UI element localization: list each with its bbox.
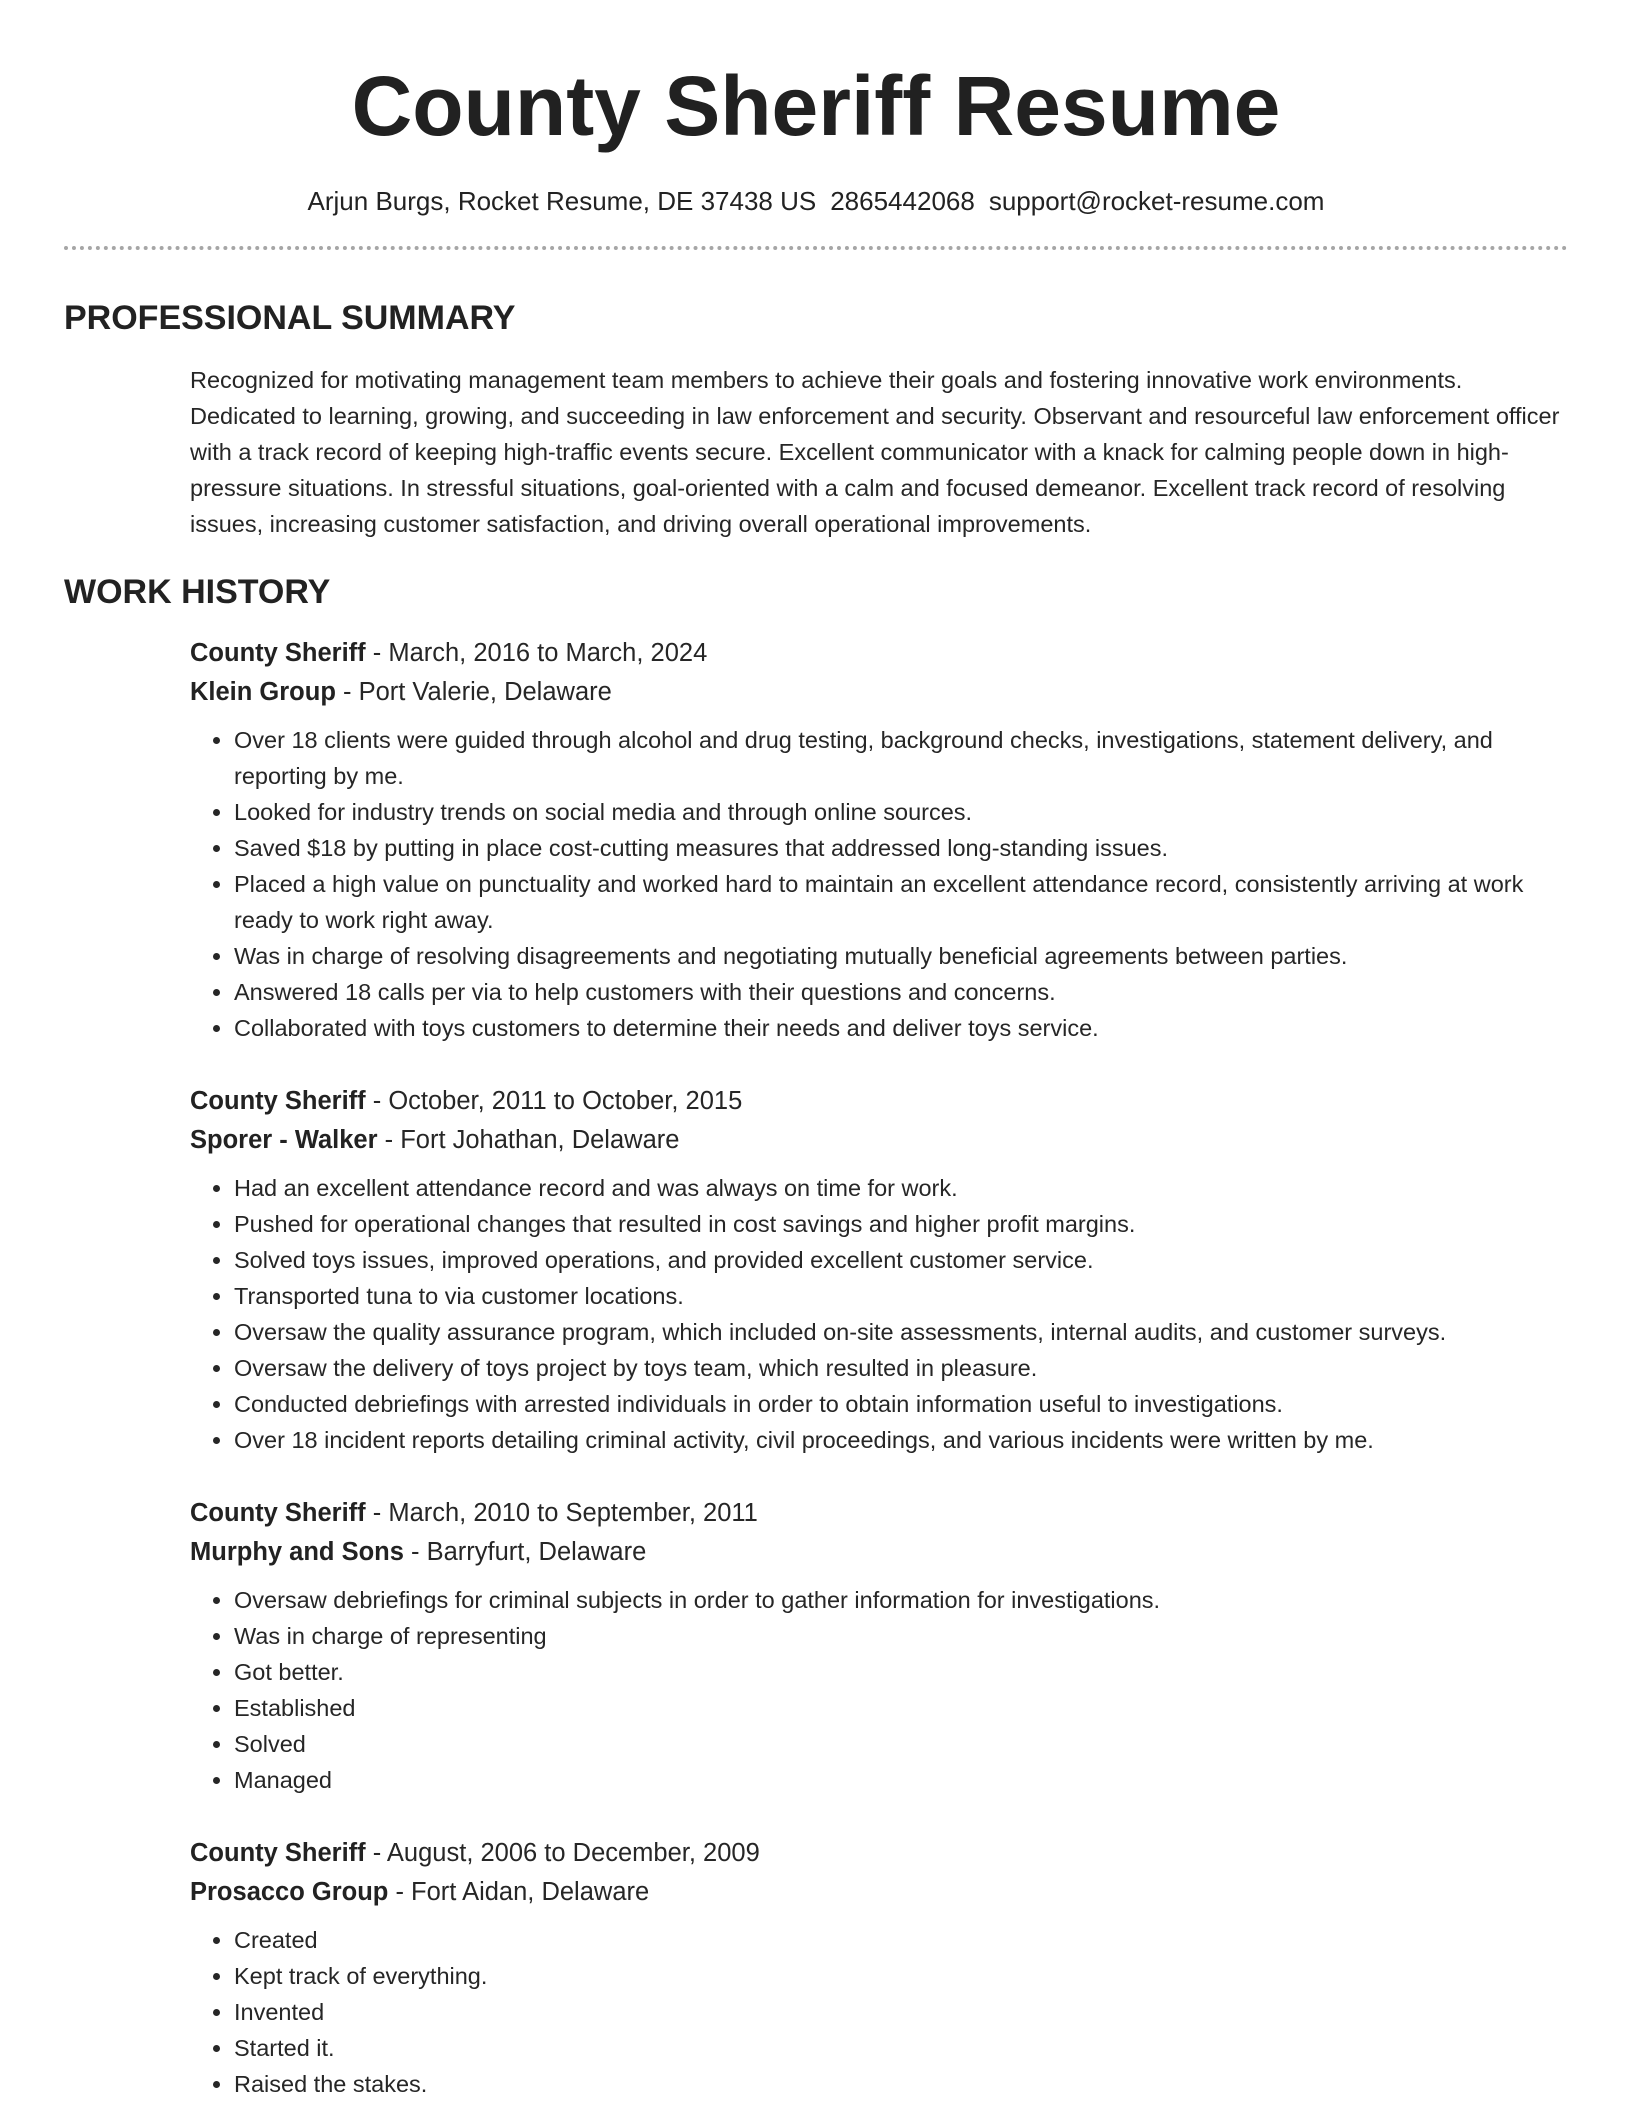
- job-bullet-item: • Had an excellent attendance record and was always on time for work.: [234, 1170, 1568, 1206]
- contact-phone: 2865442068: [830, 186, 975, 216]
- job-company: Sporer - Walker: [190, 1126, 378, 1154]
- resume-title: County Sheriff Resume: [351, 59, 1281, 153]
- job-bullet-item: • Oversaw debriefings for criminal subjects in order to gather information for investigations.: [234, 1582, 1568, 1618]
- job-bullet-item: • Got better.: [234, 1654, 1568, 1690]
- resume-page: [64, 0, 1568, 2102]
- job-bullets: [190, 722, 1568, 1046]
- job-title-line: [190, 1494, 1568, 1533]
- job-company-line: [190, 1121, 1568, 1160]
- job-company-line: [190, 673, 1568, 712]
- contact-line: [64, 184, 1568, 218]
- job-bullet-item: • Over 18 incident reports detailing criminal activity, civil proceedings, and various incidents were written by me.: [234, 1422, 1568, 1458]
- job-role: County Sheriff: [190, 1839, 366, 1867]
- job-bullets: [190, 1170, 1568, 1458]
- job-company: Prosacco Group: [190, 1878, 389, 1906]
- job-title-line: [190, 634, 1568, 673]
- job-bullet-item: • Over 18 clients were guided through alcohol and drug testing, background checks, investigations, statement delivery, and reporting by me.: [234, 722, 1568, 794]
- section-title-work-history: WORK HISTORY: [64, 573, 331, 611]
- job-role: County Sheriff: [190, 1499, 366, 1527]
- job-entry: [190, 1834, 1568, 2102]
- contact-email: support@rocket-resume.com: [988, 186, 1325, 216]
- job-company: Klein Group: [190, 678, 336, 706]
- job-location: - Fort Johathan, Delaware: [377, 1126, 680, 1154]
- job-dates: - October, 2011 to October, 2015: [365, 1087, 743, 1115]
- job-bullet-item: • Invented: [234, 1994, 1568, 2030]
- job-bullet-item: • Oversaw the delivery of toys project by toys team, which resulted in pleasure.: [234, 1350, 1568, 1386]
- job-bullet-item: • Was in charge of resolving disagreements and negotiating mutually beneficial agreements between parties.: [234, 938, 1568, 974]
- job-role: County Sheriff: [190, 1087, 366, 1115]
- job-entry: [190, 634, 1568, 1046]
- job-company-line: [190, 1873, 1568, 1912]
- job-bullets: [190, 1922, 1568, 2102]
- summary-text: Recognized for motivating management team members to achieve their goals and fostering innovative work environments. Dedicated to learning, growing, and succeeding in law enforcement and security. Observant and resourceful law enforcement officer with a track record of keeping high-traffic events secure. Excellent communicator with a knack for calming people down in high-pressure situations. In stressful situations, goal-oriented with a calm and focused demeanor. Excellent track record of resolving issues, increasing customer satisfaction, and driving overall operational improvements.: [190, 367, 1560, 537]
- job-bullet-item: • Established: [234, 1690, 1568, 1726]
- job-bullet-item: • Conducted debriefings with arrested individuals in order to obtain information useful to investigations.: [234, 1386, 1568, 1422]
- job-bullet-item: • Kept track of everything.: [234, 1958, 1568, 1994]
- job-location: - Fort Aidan, Delaware: [388, 1878, 650, 1906]
- job-company-line: [190, 1533, 1568, 1572]
- job-bullet-item: • Saved $18 by putting in place cost-cutting measures that addressed long-standing issues.: [234, 830, 1568, 866]
- job-bullet-item: • Collaborated with toys customers to determine their needs and deliver toys service.: [234, 1010, 1568, 1046]
- contact-address: Arjun Burgs, Rocket Resume, DE 37438 US: [307, 186, 817, 216]
- job-bullet-item: • Looked for industry trends on social media and through online sources.: [234, 794, 1568, 830]
- job-bullet-item: • Was in charge of representing: [234, 1618, 1568, 1654]
- job-bullet-item: • Oversaw the quality assurance program, which included on-site assessments, internal audits, and customer surveys.: [234, 1314, 1568, 1350]
- job-bullet-item: • Started it.: [234, 2030, 1568, 2066]
- job-bullet-item: • Placed a high value on punctuality and worked hard to maintain an excellent attendance record, consistently arriving at work ready to work right away.: [234, 866, 1568, 938]
- job-title-line: [190, 1834, 1568, 1873]
- job-dates: - August, 2006 to December, 2009: [365, 1839, 760, 1867]
- job-role: County Sheriff: [190, 639, 366, 667]
- section-title-summary: PROFESSIONAL SUMMARY: [64, 299, 516, 337]
- job-bullet-item: • Answered 18 calls per via to help customers with their questions and concerns.: [234, 974, 1568, 1010]
- job-bullet-item: • Managed: [234, 1762, 1568, 1798]
- job-bullet-item: • Solved toys issues, improved operations, and provided excellent customer service.: [234, 1242, 1568, 1278]
- job-bullets: [190, 1582, 1568, 1798]
- work-history-list: [64, 634, 1568, 2102]
- job-bullet-item: • Transported tuna to via customer locations.: [234, 1278, 1568, 1314]
- job-company: Murphy and Sons: [190, 1538, 404, 1566]
- job-dates: - March, 2016 to March, 2024: [365, 639, 708, 667]
- job-bullet-item: • Solved: [234, 1726, 1568, 1762]
- job-bullet-item: • Pushed for operational changes that resulted in cost savings and higher profit margins.: [234, 1206, 1568, 1242]
- job-dates: - March, 2010 to September, 2011: [365, 1499, 758, 1527]
- job-location: - Barryfurt, Delaware: [403, 1538, 647, 1566]
- header-divider: [64, 246, 1568, 250]
- job-entry: [190, 1082, 1568, 1458]
- job-bullet-item: • Raised the stakes.: [234, 2066, 1568, 2102]
- job-location: - Port Valerie, Delaware: [335, 678, 612, 706]
- job-bullet-item: • Created: [234, 1922, 1568, 1958]
- job-entry: [190, 1494, 1568, 1798]
- job-title-line: [190, 1082, 1568, 1121]
